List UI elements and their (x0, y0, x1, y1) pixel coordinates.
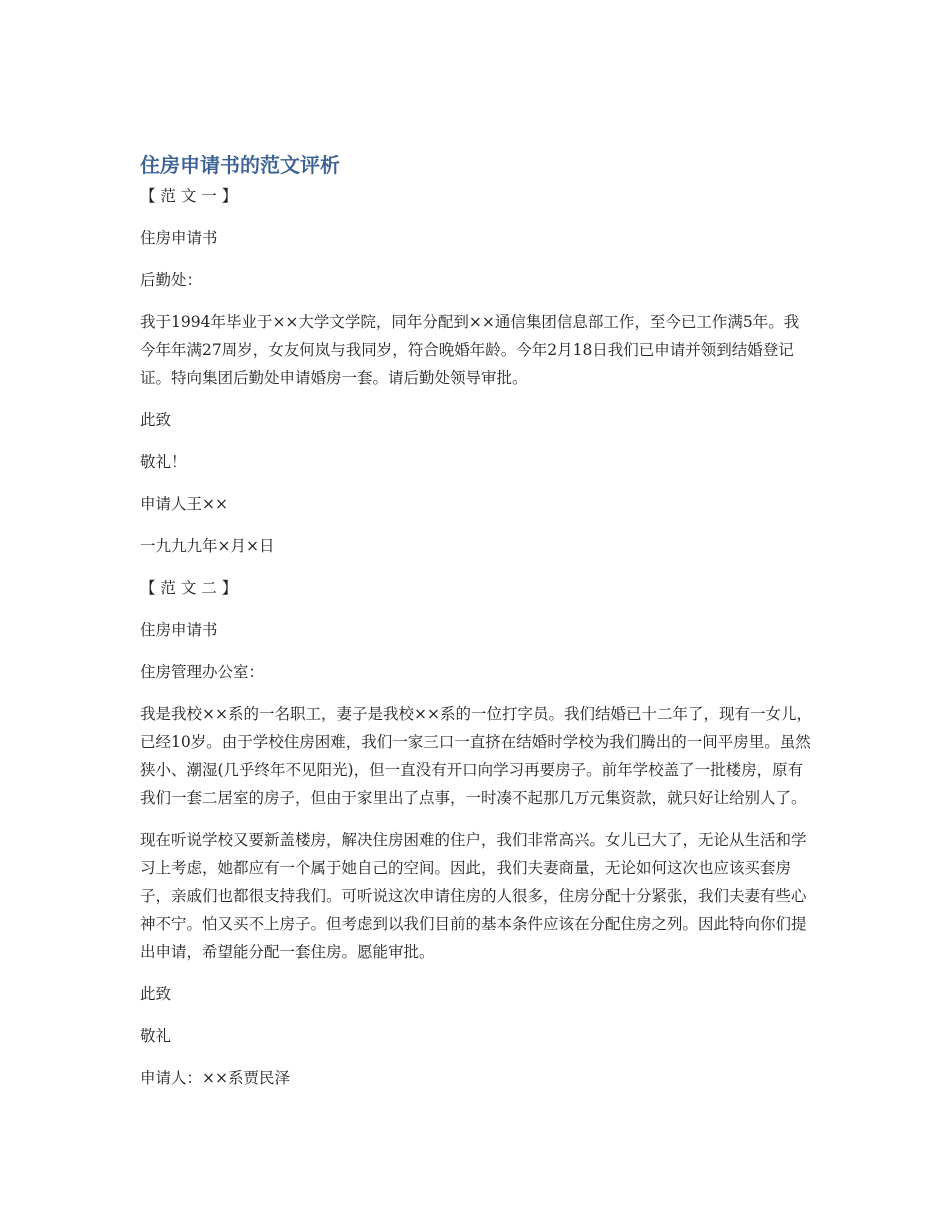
sample-two-recipient: 住房管理办公室： (140, 663, 265, 681)
sample-one-date: 一九九九年×月×日 (140, 537, 275, 555)
sample-two-body-2: 现在听说学校又要新盖楼房，解决住房困难的住户，我们非常高兴。女儿已大了，无论从生活和学习上考虑，她都应有一个属于她自己的空间。因此，我们夫妻商量，无论如何这次也应该买套房子，亲戚们也都很支持我们。可听说这次申请住房的人很多，住房分配十分紧张，我们夫妻有些心神不宁。怕又买不上房子。但考虑到以我们目前的基本条件应该在分配住房之列。因此特向你们提出申请，希望能分配一套住房。愿能审批。 (140, 831, 807, 961)
sample-one-closing-1: 此致 (140, 411, 172, 429)
sample-one-body: 我于1994年毕业于××大学文学院，同年分配到××通信集团信息部工作，至今已工作满5年。我今年年满27周岁，女友何岚与我同岁，符合晚婚年龄。今年2月18日我们已申请并领到结婚登记证。特向集团后勤处申请婚房一套。请后勤处领导审批。 (140, 313, 800, 387)
sample-one-closing-2: 敬礼！ (140, 453, 187, 471)
sample-one-doc-title: 住房申请书 (140, 229, 218, 247)
sample-two-heading: 【 范 文 二 】 (140, 579, 238, 597)
document-page (140, 150, 812, 1106)
sample-two-signature: 申请人：××系贾民泽 (140, 1069, 290, 1087)
sample-two-body-1: 我是我校××系的一名职工，妻子是我校××系的一位打字员。我们结婚已十二年了，现有一女儿，已经10岁。由于学校住房困难，我们一家三口一直挤在结婚时学校为我们腾出的一间平房里。虽然狭小、潮湿(几乎终年不见阳光)，但一直没有开口向学习再要房子。前年学校盖了一批楼房，原有我们一套二居室的房子，但由于家里出了点事，一时凑不起那几万元集资款，就只好让给别人了。 (140, 705, 812, 807)
sample-one-signature: 申请人王×× (140, 495, 228, 513)
page-title: 住房申请书的范文评析 (140, 153, 340, 177)
sample-one-heading: 【 范 文 一 】 (140, 187, 238, 205)
sample-two-closing-1: 此致 (140, 985, 172, 1003)
sample-two-doc-title: 住房申请书 (140, 621, 218, 639)
sample-one-recipient: 后勤处： (140, 271, 203, 289)
sample-two-closing-2: 敬礼 (140, 1027, 172, 1045)
